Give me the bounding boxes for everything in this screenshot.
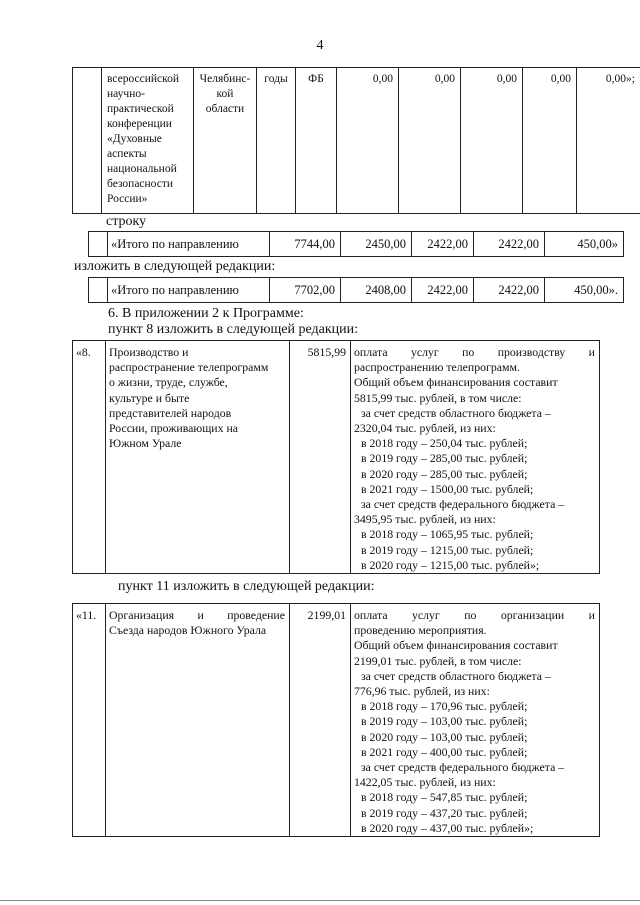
top-table-name [107, 72, 193, 207]
item-11-title-word: Организация [109, 608, 175, 622]
item-8-desc-line: в 2021 году – 1500,00 тыс. рублей; [361, 481, 534, 496]
top-table-value: 0,00»; [577, 68, 640, 214]
top-table-region-line: области [205, 103, 245, 115]
top-table-name-line: всероссийской [107, 73, 180, 85]
item-8-desc-line: за счет средств федерального бюджета – [361, 497, 565, 512]
item-8-title-line: о жизни, труде, службе, [109, 375, 228, 390]
item-8-description [351, 341, 600, 574]
section-6-heading: 6. В приложении 2 к Программе: [108, 306, 304, 321]
top-table-region [194, 72, 256, 117]
item-11-desc-word: и [588, 608, 595, 622]
item-8-num: «8. [73, 341, 106, 574]
item-11-title-word: и [197, 608, 204, 622]
item-8-title-cell [106, 341, 290, 574]
item-8-desc-word: по [462, 345, 475, 359]
top-table-name-line: аспекты [107, 148, 147, 160]
item-8-table [72, 340, 600, 574]
item-8-title-line: России, проживающих на [109, 421, 238, 436]
item-8-title-line: культуре и быте [109, 390, 190, 405]
item-8-title-line: распространение телепрограмм [109, 360, 269, 375]
item-11-desc-line: в 2021 году – 400,00 тыс. рублей; [361, 744, 528, 759]
top-table-name-line: научно- [107, 88, 145, 100]
top-table-name-cell [102, 68, 194, 214]
top-table-value: 0,00 [461, 68, 523, 214]
item-8-desc-line: за счет средств областного бюджета – [361, 405, 551, 420]
item-8-desc-line: распространению телепрограмм. [354, 360, 520, 375]
item-11-desc-line: в 2019 году – 437,20 тыс. рублей; [361, 805, 528, 820]
punkt-11-heading: пункт 11 изложить в следующей редакции: [118, 579, 375, 594]
page-number: 4 [316, 38, 324, 53]
totals-new-value: 2422,00 [412, 278, 474, 303]
top-table-name-line: России» [107, 193, 148, 205]
item-11-desc-line: в 2018 году – 547,85 тыс. рублей; [361, 790, 528, 805]
item-8-title-line: представителей народов [109, 405, 232, 420]
item-8-desc-line: в 2018 году – 250,04 тыс. рублей; [361, 436, 528, 451]
item-8-desc-line: в 2018 году – 1065,95 тыс. рублей; [361, 527, 534, 542]
punkt-8-heading: пункт 8 изложить в следующей редакции: [108, 322, 358, 337]
totals-new-value: 450,00». [545, 278, 624, 303]
text-stroku: строку [106, 214, 147, 229]
item-8-desc-line: Общий объем финансирования составит [354, 375, 558, 390]
item-11-desc-line: за счет средств федерального бюджета – [361, 760, 565, 775]
item-8-desc-line: в 2019 году – 1215,00 тыс. рублей; [361, 542, 534, 557]
totals-old-value: 2422,00 [412, 232, 474, 257]
top-table-name-line: «Духовные [107, 133, 162, 145]
top-table-region-line: кой [216, 88, 234, 100]
item-11-title-cell [106, 604, 290, 837]
top-table-name-line: конференции [107, 118, 172, 130]
totals-old-value: 450,00» [545, 232, 624, 257]
item-11-desc-line: 776,96 тыс. рублей, из них: [354, 684, 490, 699]
item-11-desc-word: оплата [354, 608, 388, 622]
totals-row-new [88, 277, 624, 303]
item-8-amount: 5815,99 [290, 341, 351, 574]
top-table [72, 67, 640, 214]
item-11-title-second-line: Съезда народов Южного Урала [109, 623, 267, 638]
top-table-name-line: национальной [107, 163, 177, 175]
item-11-desc-word: услуг [412, 608, 440, 622]
item-8-desc-word: и [588, 345, 595, 359]
item-8-title-line: Производство и [109, 345, 189, 359]
item-11-desc-line: в 2020 году – 103,00 тыс. рублей; [361, 729, 528, 744]
item-11-desc-line: за счет средств областного бюджета – [361, 668, 551, 683]
top-table-source: ФБ [296, 68, 337, 214]
item-11-num: «11. [73, 604, 106, 837]
item-8-desc-first-line [354, 345, 595, 360]
item-11-title-first-line [109, 608, 289, 623]
item-8-desc-word: услуг [410, 345, 439, 359]
totals-old-value: 2422,00 [474, 232, 545, 257]
item-8-desc-word: оплата [354, 345, 388, 359]
item-8-title-line: Южном Урале [109, 436, 182, 451]
totals-new-value: 2422,00 [474, 278, 545, 303]
item-11-desc-line: 1422,05 тыс. рублей, из них: [354, 775, 496, 790]
item-11-desc-line: Общий объем финансирования составит [354, 638, 558, 653]
item-8-desc-line: 5815,99 тыс. рублей, в том числе: [354, 390, 522, 405]
top-table-region-line: Челябинс- [199, 73, 251, 85]
totals-old-label: «Итого по направлению [108, 232, 270, 257]
top-table-value: 0,00 [399, 68, 461, 214]
item-8-desc-word: производству [497, 345, 566, 359]
totals-new-label: «Итого по направлению [108, 278, 270, 303]
totals-old-value: 7744,00 [270, 232, 341, 257]
item-11-amount: 2199,01 [290, 604, 351, 837]
top-table-value: 0,00 [337, 68, 399, 214]
totals-new-value: 2408,00 [341, 278, 412, 303]
item-8-desc-line: 2320,04 тыс. рублей, из них: [354, 421, 496, 436]
totals-old-value: 2450,00 [341, 232, 412, 257]
item-11-table [72, 603, 600, 837]
item-11-desc-line: в 2020 году – 437,00 тыс. рублей»; [361, 820, 534, 835]
item-8-desc-line: в 2020 году – 285,00 тыс. рублей; [361, 466, 528, 481]
top-table-name-line: безопасности [107, 178, 174, 190]
item-11-desc-word: организации [500, 608, 565, 622]
top-table-name-line: практической [107, 103, 174, 115]
totals-new-value: 7702,00 [270, 278, 341, 303]
top-table-value: 0,00 [523, 68, 577, 214]
item-8-desc-line: в 2020 году – 1215,00 тыс. рублей»; [361, 557, 540, 572]
item-8-desc-line: в 2019 году – 285,00 тыс. рублей; [361, 451, 528, 466]
item-11-desc-line: в 2018 году – 170,96 тыс. рублей; [361, 699, 528, 714]
totals-row-old [88, 231, 624, 257]
top-table-region-cell [194, 68, 257, 214]
text-izlozhit: изложить в следующей редакции: [74, 259, 276, 274]
top-table-period: годы [257, 68, 296, 214]
item-11-desc-line: в 2019 году – 103,00 тыс. рублей; [361, 714, 528, 729]
item-11-desc-line: 2199,01 тыс. рублей, в том числе: [354, 653, 522, 668]
top-table-num-cell [73, 68, 102, 214]
item-8-title [109, 345, 289, 451]
item-11-description [351, 604, 600, 837]
item-11-desc-first-line [354, 608, 595, 623]
page-bottom-rule [0, 900, 640, 901]
item-11-title-word: проведение [227, 608, 285, 622]
item-8-desc-line: 3495,95 тыс. рублей, из них: [354, 512, 496, 527]
item-11-desc-word: по [464, 608, 477, 622]
item-11-desc-line: проведению мероприятия. [354, 623, 487, 638]
